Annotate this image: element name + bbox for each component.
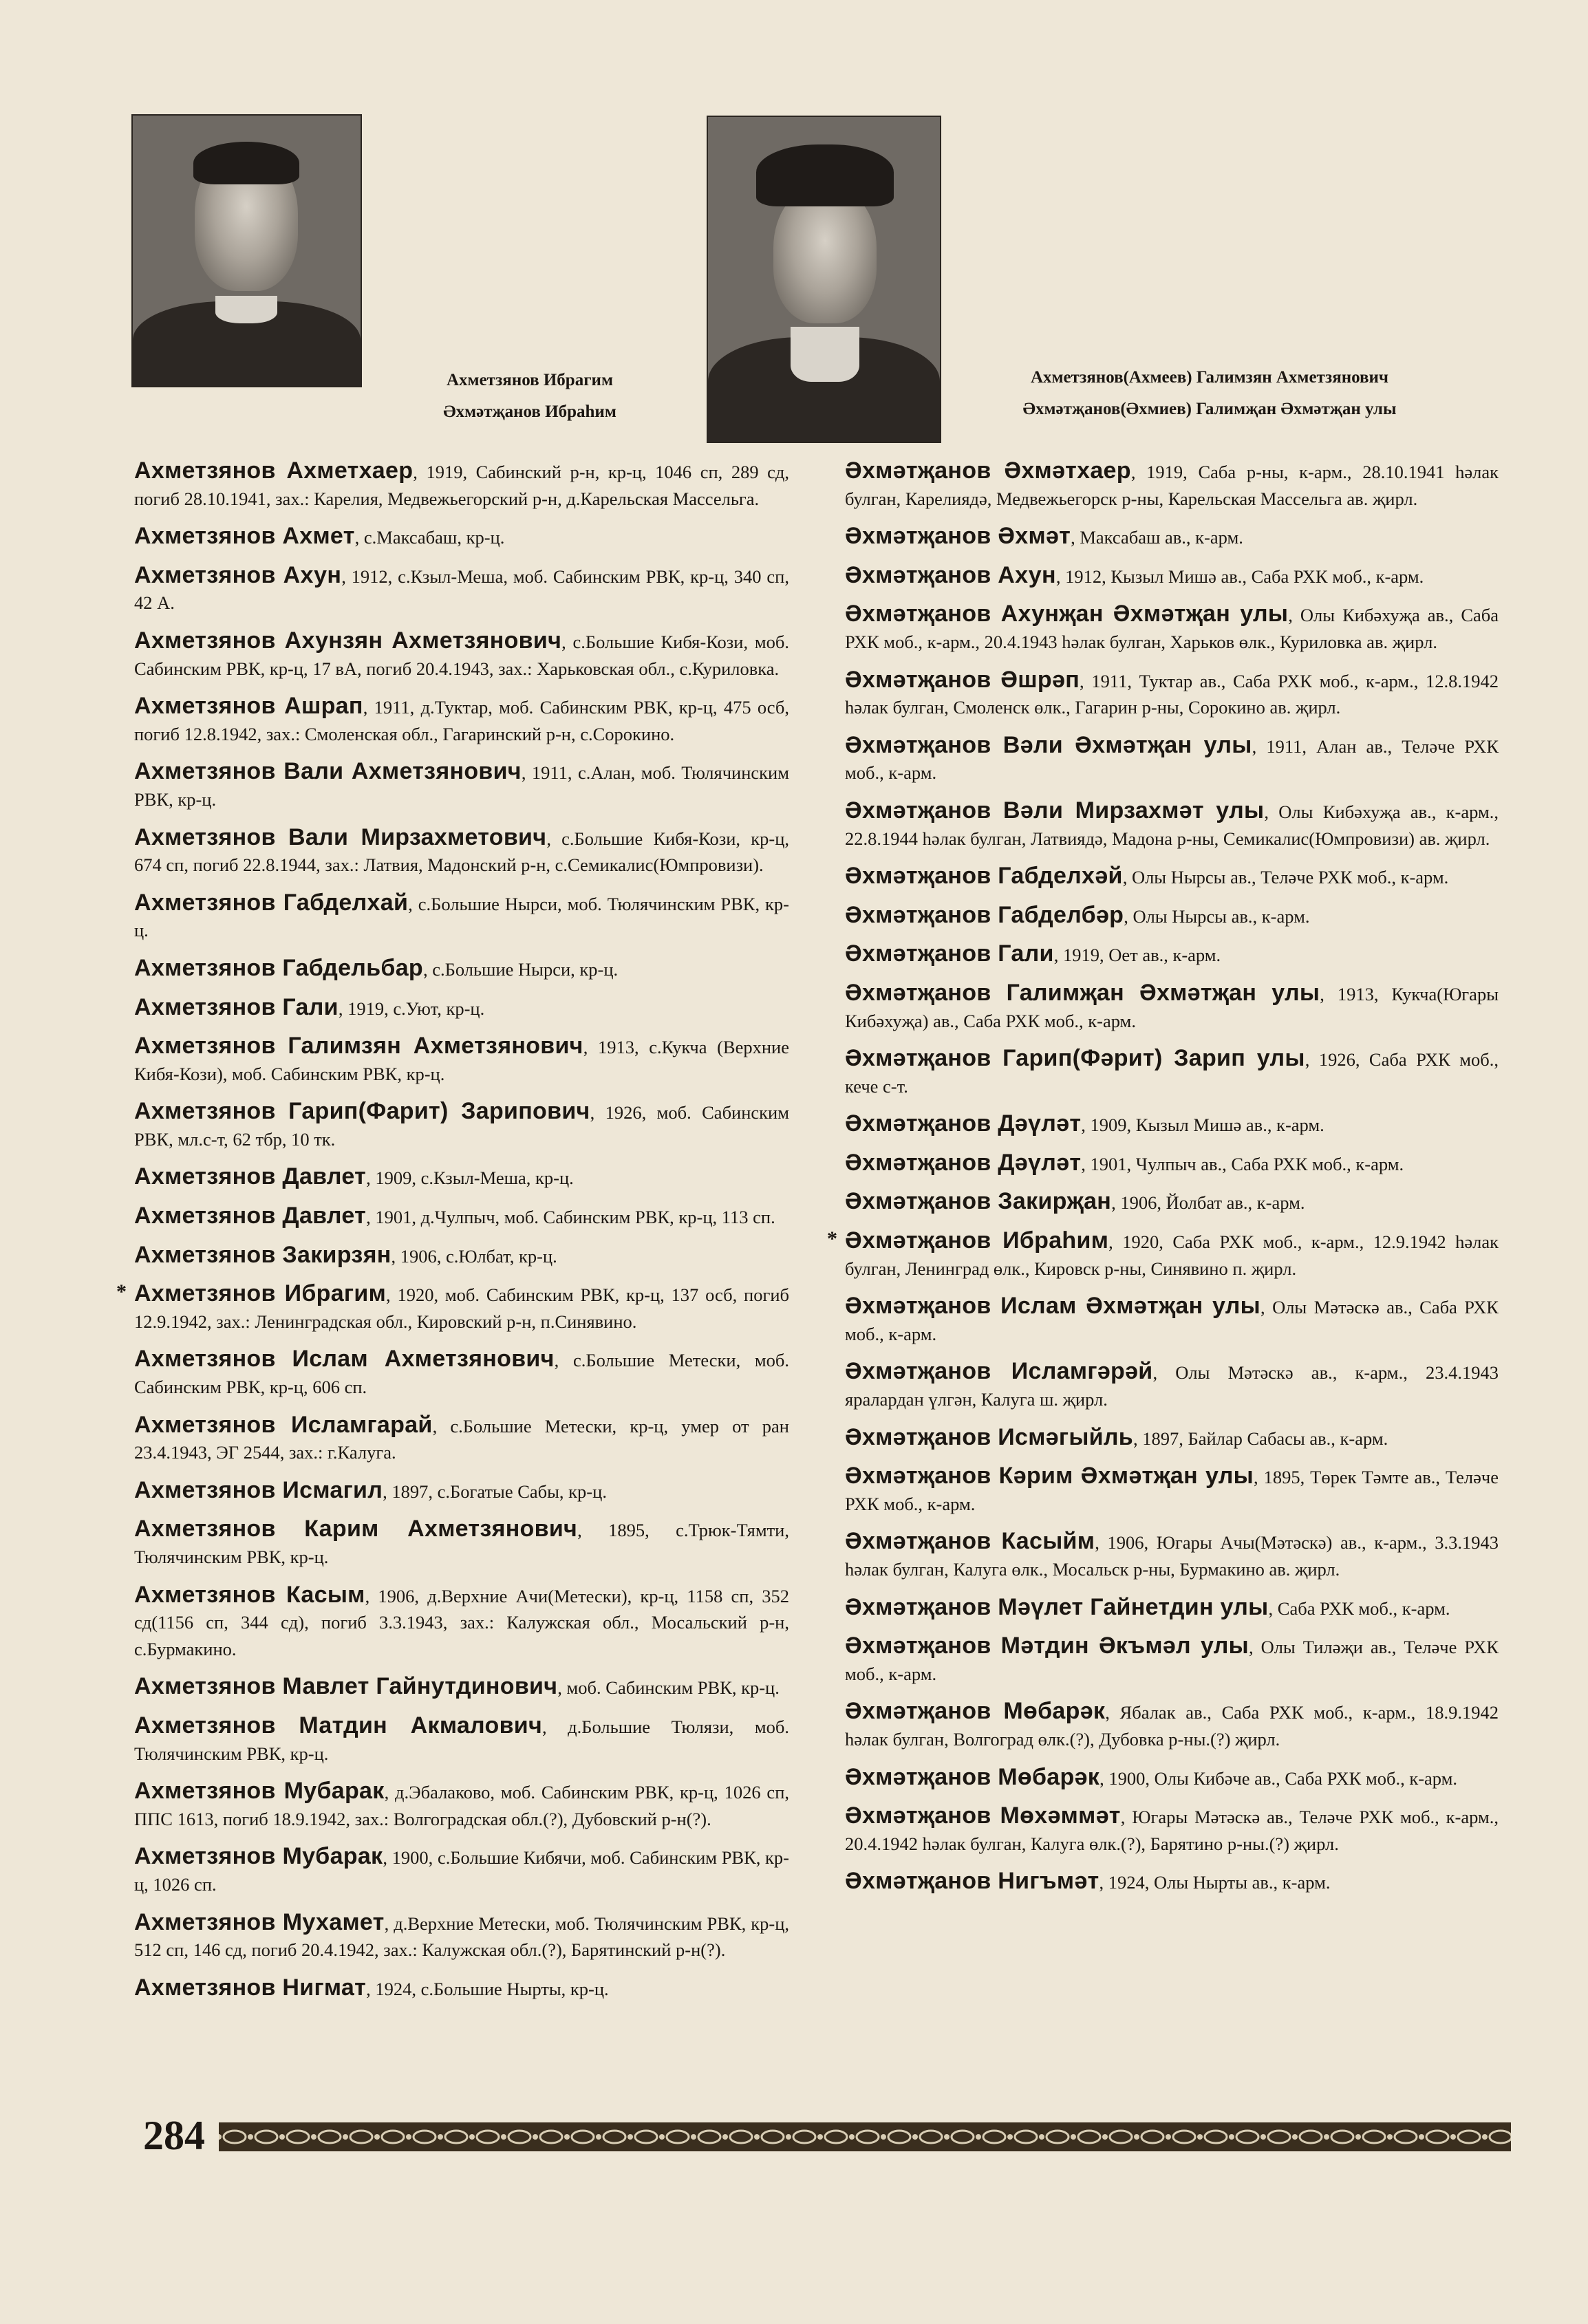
entry-name: Әхмәтҗанов Дәүләт	[845, 1149, 1082, 1176]
entry-details: , Максабаш ав., к-арм.	[1071, 527, 1243, 548]
entry	[134, 693, 789, 747]
entry	[134, 1975, 789, 2003]
entry-details: , д.Большие Тюлязи, моб. Тюлячинским РВК, кр-ц.	[134, 1716, 789, 1764]
entry	[845, 1868, 1499, 1896]
entry	[845, 1358, 1499, 1412]
entry	[845, 1188, 1499, 1216]
entry-details: , Олы Кибәхуҗа ав., Саба РХК моб., к-арм., 20.4.1943 һәлак булган, Харьков өлк., Куриловка ав. җирл.	[845, 605, 1499, 652]
entry-details: , Олы Тиләҗи ав., Теләче РХК моб., к-арм.	[845, 1637, 1499, 1684]
entry-name: Ахметзянов Касым	[134, 1581, 365, 1608]
entry	[845, 1698, 1499, 1752]
entry-details: , 1912, с.Кзыл-Меша, моб. Сабинским РВК, кр-ц, 340 сп, 42 А.	[134, 566, 789, 614]
entry	[134, 994, 789, 1022]
entry-details: , Югары Мәтәскә ав., Теләче РХК моб., к-арм., 20.4.1942 һәлак булган, Калуга өлк.(?), Барятино р-ны.(?) җирл.	[845, 1807, 1499, 1854]
entry	[134, 955, 789, 983]
entry	[845, 1045, 1499, 1099]
entry-name: Ахметзянов Ахметхаер	[134, 458, 414, 484]
entry-name: Әхмәтҗанов Мәтдин Әкъмәл улы	[845, 1633, 1249, 1659]
russian-entries-column	[116, 458, 790, 2013]
entry-details: , 1906, с.Юлбат, кр-ц.	[391, 1245, 557, 1267]
entry-name: Әхмәтҗанов Әхмәт	[845, 523, 1071, 550]
entry	[845, 523, 1499, 551]
entry	[134, 458, 789, 512]
entry-details: , 1901, Чулпыч ав., Саба РХК моб., к-арм.	[1081, 1153, 1404, 1174]
entry-name: Әхмәтҗанов Мөхәммәт	[845, 1803, 1121, 1829]
entry-details: , с.Максабаш, кр-ц.	[354, 527, 505, 548]
entry	[845, 667, 1499, 721]
entry-name: Ахметзянов Матдин Акмалович	[134, 1712, 543, 1739]
caption-line-russian: Ахметзянов Ибрагим	[446, 371, 613, 389]
page-number: 284	[143, 2113, 205, 2158]
entry-name: Әхмәтҗанов Габделхәй	[845, 863, 1123, 890]
entry	[845, 1293, 1499, 1347]
entry-name: Ахметзянов Габдельбар	[134, 954, 423, 981]
entry-name: Ахметзянов Вали Ахметзянович	[134, 758, 522, 785]
entry-details: , Олы Кибәхуҗа ав., к-арм., 22.8.1944 һәлак булган, Латвиядә, Мадона р-ны, Семикалис(Юмпровизи) ав. җирл.	[845, 801, 1499, 849]
entry-details: , 1920, моб. Сабинским РВК, кр-ц, 137 осб, погиб 12.9.1942, зах.: Ленинградская обл., Кировский р-н, п.Синявино.	[134, 1284, 789, 1332]
entry-details: , с.Большие Метески, моб. Сабинским РВК, кр-ц, 606 сп.	[134, 1350, 789, 1398]
entry	[134, 627, 789, 682]
entry-name: Ахметзянов Вали Мирзахметович	[134, 824, 547, 850]
photo-caption-1	[365, 365, 695, 428]
entry-name: Ахметзянов Мубарак	[134, 1778, 385, 1805]
entry-details: , с.Большие Кибя-Кози, моб. Сабинским РВК, кр-ц, 17 вА, погиб 20.4.1943, зах.: Харьковская обл., с.Куриловка.	[134, 631, 789, 679]
entry-details: , д.Эбалаково, моб. Сабинским РВК, кр-ц, 1026 сп, ППС 1613, погиб 18.9.1942, зах.: Волгоградская обл.(?), Дубовский р-н(?).	[134, 1782, 790, 1829]
entry-details: , 1919, Оет ав., к-арм.	[1053, 945, 1221, 966]
entry-details: , Олы Нырсы ав., к-арм.	[1124, 905, 1310, 927]
entry	[134, 523, 789, 551]
entry	[845, 562, 1499, 590]
entry-name: Әхмәтҗанов Исламгәрәй	[845, 1358, 1153, 1385]
entry	[845, 797, 1499, 852]
entry-name: Әхмәтҗанов Мөбарәк	[845, 1763, 1100, 1790]
entry-details: , Ябалак ав., Саба РХК моб., к-арм., 18.9.1942 һәлак булган, Волгоград өлк.(?), Дубовка р-ны.(?) җирл.	[845, 1702, 1499, 1750]
caption-line-russian: Ахметзянов(Ахмеев) Галимзян Ахметзянович	[1030, 368, 1389, 387]
entry-details: , 1909, Кызыл Мишә ав., к-арм.	[1081, 1115, 1324, 1136]
entry	[845, 732, 1499, 786]
entry-details: , 1919, с.Уют, кр-ц.	[338, 998, 485, 1019]
entry-name: Ахметзянов Ибрагим	[134, 1280, 387, 1307]
entry-details: , 1913, с.Кукча (Верхние Кибя-Кози), моб. Сабинским РВК, кр-ц.	[134, 1037, 789, 1084]
entry-details: , 1911, Алан ав., Теләче РХК моб., к-арм.	[845, 735, 1499, 784]
portrait-photo-2	[707, 116, 941, 443]
entry-name: Ахметзянов Мавлет Гайнутдинович	[134, 1673, 558, 1700]
entry-details: , 1920, Саба РХК моб., к-арм., 12.9.1942 һәлак булган, Ленинград өлк., Кировск р-ны, Синявино п. җирл.	[845, 1231, 1499, 1279]
entry-name: Ахметзянов Давлет	[134, 1163, 367, 1190]
entry-name: Әхмәтҗанов Касыйм	[845, 1528, 1095, 1555]
entry-name: Ахметзянов Ислам Ахметзянович	[134, 1346, 555, 1373]
entry	[134, 1843, 789, 1897]
entry-name: Әхмәтҗанов Нигъмәт	[845, 1868, 1099, 1895]
entry-name: Әхмәтҗанов Вәли Мирзахмәт улы	[845, 797, 1265, 824]
entry-details: , 1924, Олы Нырты ав., к-арм.	[1099, 1872, 1331, 1893]
entry-details: , 1926, моб. Сабинским РВК, мл.с-т, 62 тбр, 10 тк.	[134, 1102, 790, 1150]
entry-details: , моб. Сабинским РВК, кр-ц.	[557, 1677, 780, 1699]
entry-name: Әхмәтҗанов Әхмәтхаер	[845, 458, 1131, 484]
tatar-entries-column	[827, 458, 1499, 1907]
entry	[134, 1412, 789, 1466]
entry	[134, 1477, 789, 1505]
entry-name: Әхмәтҗанов Вәли Әхмәтҗан улы	[845, 731, 1252, 758]
entry-details: , 1913, Кукча(Югары Кибәхуҗа) ав., Саба РХК моб., к-арм.	[845, 983, 1499, 1031]
entry-details: , 1909, с.Кзыл-Меша, кр-ц.	[366, 1168, 574, 1189]
entry	[134, 1203, 789, 1231]
entry-details: , с.Большие Нырси, кр-ц.	[422, 958, 619, 980]
entry-name: Әхмәтҗанов Габделбәр	[845, 901, 1124, 928]
entry	[845, 1528, 1499, 1582]
entry-name: Ахметзянов Ахун	[134, 561, 342, 588]
portrait-face	[773, 186, 877, 323]
entry-details: , с.Большие Метески, кр-ц, умер от ран 23.4.1943, ЭГ 2544, зах.: г.Калуга.	[134, 1415, 789, 1463]
entry-name: Ахметзянов Гарип(Фарит) Зарипович	[134, 1098, 590, 1125]
entry-name: Әхмәтҗанов Дәүләт	[845, 1110, 1082, 1137]
entry-details: , 1895, с.Трюк-Тямти, Тюлячинским РВК, кр-ц.	[134, 1520, 789, 1567]
entry-details: , 1895, Төрек Тәмте ав., Теләче РХК моб., к-арм.	[845, 1467, 1499, 1514]
decorative-ornament-band	[219, 2122, 1511, 2151]
star-marker: *	[116, 1280, 127, 1304]
entry	[134, 1909, 789, 1963]
entry	[845, 1463, 1499, 1517]
portrait-photo-1	[131, 114, 362, 387]
entry	[134, 1673, 789, 1701]
entry-name: Ахметзянов Ашрап	[134, 693, 363, 720]
entry-name: Әхмәтҗанов Исмәгыйль	[845, 1423, 1133, 1450]
entry	[845, 1764, 1499, 1792]
entry-name: Әхмәтҗанов Кәрим Әхмәтҗан улы	[845, 1463, 1254, 1489]
photo-caption-2	[948, 362, 1471, 425]
entry-details: , 1926, Саба РХК моб., кече с-т.	[845, 1049, 1499, 1097]
entry	[845, 940, 1499, 969]
entry	[134, 890, 789, 944]
entry-name: Әхмәтҗанов Мәүлет Гайнетдин улы	[845, 1593, 1269, 1620]
entry	[134, 1242, 789, 1270]
entry-details: , 1911, с.Алан, моб. Тюлячинским РВК, кр-ц.	[134, 762, 789, 810]
entry-name: Ахметзянов Гали	[134, 993, 339, 1020]
entry-name: Ахметзянов Исмагил	[134, 1476, 383, 1503]
entry-name: Ахметзянов Габделхай	[134, 889, 409, 916]
caption-line-tatar: Әхмәтҗанов Ибраһим	[443, 402, 616, 421]
entry-details: , д.Верхние Метески, моб. Тюлячинским РВК, кр-ц, 512 сп, 146 сд, погиб 20.4.1942, зах.: Калужская обл.(?), Барятинский р-н(?).	[134, 1913, 789, 1961]
entry-details: , 1906, д.Верхние Ачи(Метески), кр-ц, 1158 сп, 352 сд(1156 сп, 344 сд), погиб 3.3.1943, зах.: Калужская обл., Мосальский р-н, с.Бурмакино.	[134, 1585, 790, 1659]
entry-details: , Саба РХК моб., к-арм.	[1268, 1597, 1450, 1619]
entry	[134, 1346, 789, 1400]
entry-name: Әхмәтҗанов Мөбарәк	[845, 1698, 1106, 1725]
entry-details: , Олы Мәтәскә ав., Саба РХК моб., к-арм.	[845, 1297, 1499, 1344]
entry-name: Ахметзянов Карим Ахметзянович	[134, 1516, 578, 1542]
entry	[845, 458, 1499, 512]
entry-details: , 1897, с.Богатые Сабы, кр-ц.	[383, 1481, 607, 1502]
entry	[845, 1594, 1499, 1622]
entry	[134, 1163, 789, 1192]
entry-name: Ахметзянов Ахмет	[134, 523, 355, 550]
entry-name: Ахметзянов Нигмат	[134, 1974, 367, 2001]
entry-name: Әхмәтҗанов Ибраһим	[845, 1227, 1109, 1254]
entry-details: , 1906, Йолбат ав., к-арм.	[1111, 1192, 1305, 1214]
entry	[845, 863, 1499, 891]
entry-details: , 1901, д.Чулпыч, моб. Сабинским РВК, кр-ц, 113 сп.	[366, 1207, 775, 1228]
entry-name: Ахметзянов Ахунзян Ахметзянович	[134, 627, 562, 654]
entry-name: Әхмәтҗанов Закирҗан	[845, 1188, 1112, 1215]
entry-details: , 1924, с.Большие Нырты, кр-ц.	[366, 1978, 609, 1999]
entry	[845, 980, 1499, 1034]
entry-details: , 1906, Югары Ачы(Мәтәскә) ав., к-арм., 3.3.1943 һәлак булган, Калуга өлк., Мосальск р-ны, Бурмакино ав. җирл.	[845, 1532, 1499, 1580]
entry	[845, 601, 1499, 655]
entry-details: , 1897, Байлар Сабасы ав., к-арм.	[1133, 1428, 1388, 1449]
entry-details: , 1900, с.Большие Кибячи, моб. Сабинским РВК, кр-ц, 1026 сп.	[134, 1847, 790, 1895]
entry	[845, 1110, 1499, 1139]
portrait-cap	[756, 144, 894, 206]
entry	[845, 1803, 1499, 1857]
entry	[827, 1227, 1499, 1282]
entry-name: Әхмәтҗанов Ахунҗан Әхмәтҗан улы	[845, 601, 1289, 627]
entry-details: , 1900, Олы Кибәче ав., Саба РХК моб., к-арм.	[1099, 1767, 1458, 1789]
portrait-collar	[791, 327, 859, 382]
entry-name: Ахметзянов Исламгарай	[134, 1411, 433, 1438]
portrait-collar	[215, 296, 277, 323]
entry-name: Әхмәтҗанов Гарип(Фәрит) Зарип улы	[845, 1045, 1305, 1072]
entry-details: , 1919, Сабинский р-н, кр-ц, 1046 сп, 289 сд, погиб 28.10.1941, зах.: Карелия, Медвежьегорский р-н, д.Карельская Массельга.	[134, 462, 789, 509]
entry	[134, 1098, 789, 1152]
entry-details: , 1919, Саба р-ны, к-арм., 28.10.1941 һәлак булган, Карелиядә, Медвежьегорск р-ны, Карельская Массельга ав. җирл.	[845, 462, 1499, 509]
entry-name: Ахметзянов Мухамет	[134, 1908, 385, 1935]
caption-line-tatar: Әхмәтҗанов(Әхмиев) Галимҗан Әхмәтҗан улы	[1022, 400, 1397, 418]
entry	[134, 1516, 789, 1570]
entry-name: Ахметзянов Галимзян Ахметзянович	[134, 1033, 583, 1059]
entry	[845, 902, 1499, 930]
entry	[845, 1424, 1499, 1452]
entry	[134, 824, 789, 879]
entry	[845, 1150, 1499, 1178]
entry-name: Әхмәтҗанов Ахун	[845, 561, 1056, 588]
entry-details: , 1911, д.Туктар, моб. Сабинским РВК, кр-ц, 475 осб, погиб 12.8.1942, зах.: Смоленская обл., Гагаринский р-н, с.Сорокино.	[134, 697, 789, 744]
entry-details: , Олы Нырсы ав., Теләче РХК моб., к-арм.	[1122, 867, 1449, 888]
entry-name: Ахметзянов Закирзян	[134, 1241, 391, 1268]
entry-details: , с.Большие Нырси, моб. Тюлячинским РВК, кр-ц.	[134, 893, 789, 941]
entry-name: Әхмәтҗанов Галимҗан Әхмәтҗан улы	[845, 979, 1320, 1006]
entry-name: Ахметзянов Давлет	[134, 1203, 367, 1229]
entry	[134, 1582, 789, 1663]
entry-details: , 1912, Кызыл Мишә ав., Саба РХК моб., к-арм.	[1055, 566, 1424, 587]
star-marker: *	[827, 1227, 837, 1251]
entry-name: Ахметзянов Мубарак	[134, 1843, 383, 1870]
entry	[116, 1280, 789, 1335]
entry-details: , с.Большие Кибя-Кози, кр-ц, 674 сп, погиб 22.8.1944, зах.: Латвия, Мадонский р-н, с.Семикалис(Юмпровизи).	[134, 828, 790, 876]
entry	[134, 1778, 789, 1832]
portrait-hair	[193, 142, 299, 184]
entry	[134, 1033, 789, 1087]
entry	[134, 562, 789, 616]
entry-name: Әхмәтҗанов Ислам Әхмәтҗан улы	[845, 1293, 1260, 1320]
entry-details: , Олы Мәтәскә ав., к-арм., 23.4.1943 яралардан үлгән, Калуга ш. җирл.	[845, 1362, 1499, 1410]
entry	[134, 1712, 789, 1767]
entry-name: Әхмәтҗанов Әшрәп	[845, 666, 1080, 693]
entry	[134, 758, 789, 813]
entry-name: Әхмәтҗанов Гали	[845, 940, 1054, 967]
entry	[845, 1633, 1499, 1687]
entry-details: , 1911, Туктар ав., Саба РХК моб., к-арм., 12.8.1942 һәлак булган, Смоленск өлк., Гагарин р-ны, Сорокино ав. җирл.	[845, 670, 1499, 718]
